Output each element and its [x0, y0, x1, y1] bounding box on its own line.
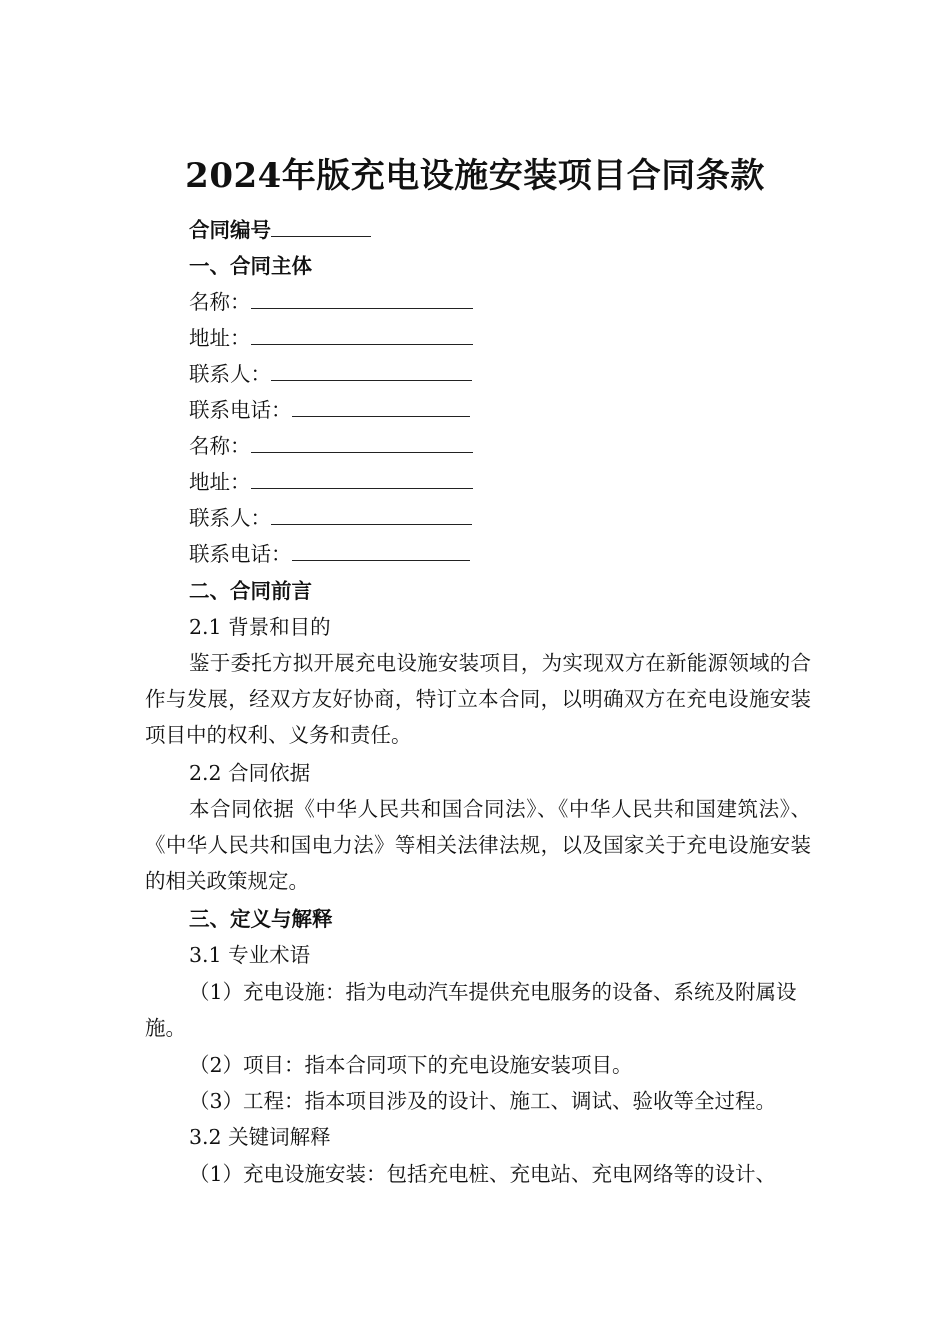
party-a-phone-line — [189, 392, 470, 428]
subsection-title-3-1: 3.1 专业术语 — [189, 943, 311, 967]
party-a-contact-label: 联系人： — [189, 362, 271, 386]
party-a-address-label: 地址： — [189, 326, 251, 350]
party-b-contact-label: 联系人： — [189, 506, 271, 530]
subsection-title-2-1: 2.1 背景和目的 — [189, 615, 331, 639]
party-b-phone-field[interactable] — [292, 538, 470, 561]
contract-number-line — [189, 212, 371, 248]
party-b-name-label: 名称： — [189, 434, 251, 458]
party-b-address-line — [189, 464, 473, 500]
party-b-contact-field[interactable] — [271, 502, 472, 525]
party-a-contact-line — [189, 356, 472, 392]
party-b-address-field[interactable] — [251, 466, 473, 489]
party-b-name-field[interactable] — [251, 430, 473, 453]
contract-number-label: 合同编号 — [189, 218, 271, 242]
party-a-phone-field[interactable] — [292, 394, 470, 417]
party-a-name-field[interactable] — [251, 286, 473, 309]
subsection-title-3-2: 3.2 关键词解释 — [189, 1125, 331, 1149]
keyword-item-installation: （1）充电设施安装：包括充电桩、充电站、充电网络等的设计、 — [189, 1162, 777, 1186]
contract-number-field[interactable] — [271, 214, 371, 237]
party-b-phone-label: 联系电话： — [189, 542, 292, 566]
party-a-address-field[interactable] — [251, 322, 473, 345]
party-a-address-line — [189, 320, 473, 356]
paragraph-background: 鉴于委托方拟开展充电设施安装项目，为实现双方在新能源领域的合作与发展，经双方友好协商，特订立本合同，以明确双方在充电设施安装项目中的权利、义务和责任。 — [145, 651, 811, 747]
definition-item-project: （2）项目：指本合同项下的充电设施安装项目。 — [189, 1053, 633, 1077]
party-a-name-line — [189, 284, 473, 320]
document-title: 2024年版充电设施安装项目合同条款 — [185, 156, 765, 196]
section-heading-definitions: 三、定义与解释 — [189, 907, 333, 931]
party-a-name-label: 名称： — [189, 290, 251, 314]
definition-item-facility: （1）充电设施：指为电动汽车提供充电服务的设备、系统及附属设施。 — [145, 980, 797, 1040]
section-heading-parties: 一、合同主体 — [189, 254, 312, 278]
subsection-title-2-2: 2.2 合同依据 — [189, 761, 311, 785]
definition-item-works: （3）工程：指本项目涉及的设计、施工、调试、验收等全过程。 — [189, 1089, 777, 1113]
party-b-address-label: 地址： — [189, 470, 251, 494]
party-a-phone-label: 联系电话： — [189, 398, 292, 422]
party-a-contact-field[interactable] — [271, 358, 472, 381]
party-b-name-line — [189, 428, 473, 464]
section-heading-preamble: 二、合同前言 — [189, 579, 312, 603]
party-b-contact-line — [189, 500, 472, 536]
party-b-phone-line — [189, 536, 470, 572]
paragraph-legal-basis: 本合同依据《中华人民共和国合同法》、《中华人民共和国建筑法》、《中华人民共和国电力法》等相关法律法规，以及国家关于充电设施安装的相关政策规定。 — [145, 797, 811, 893]
